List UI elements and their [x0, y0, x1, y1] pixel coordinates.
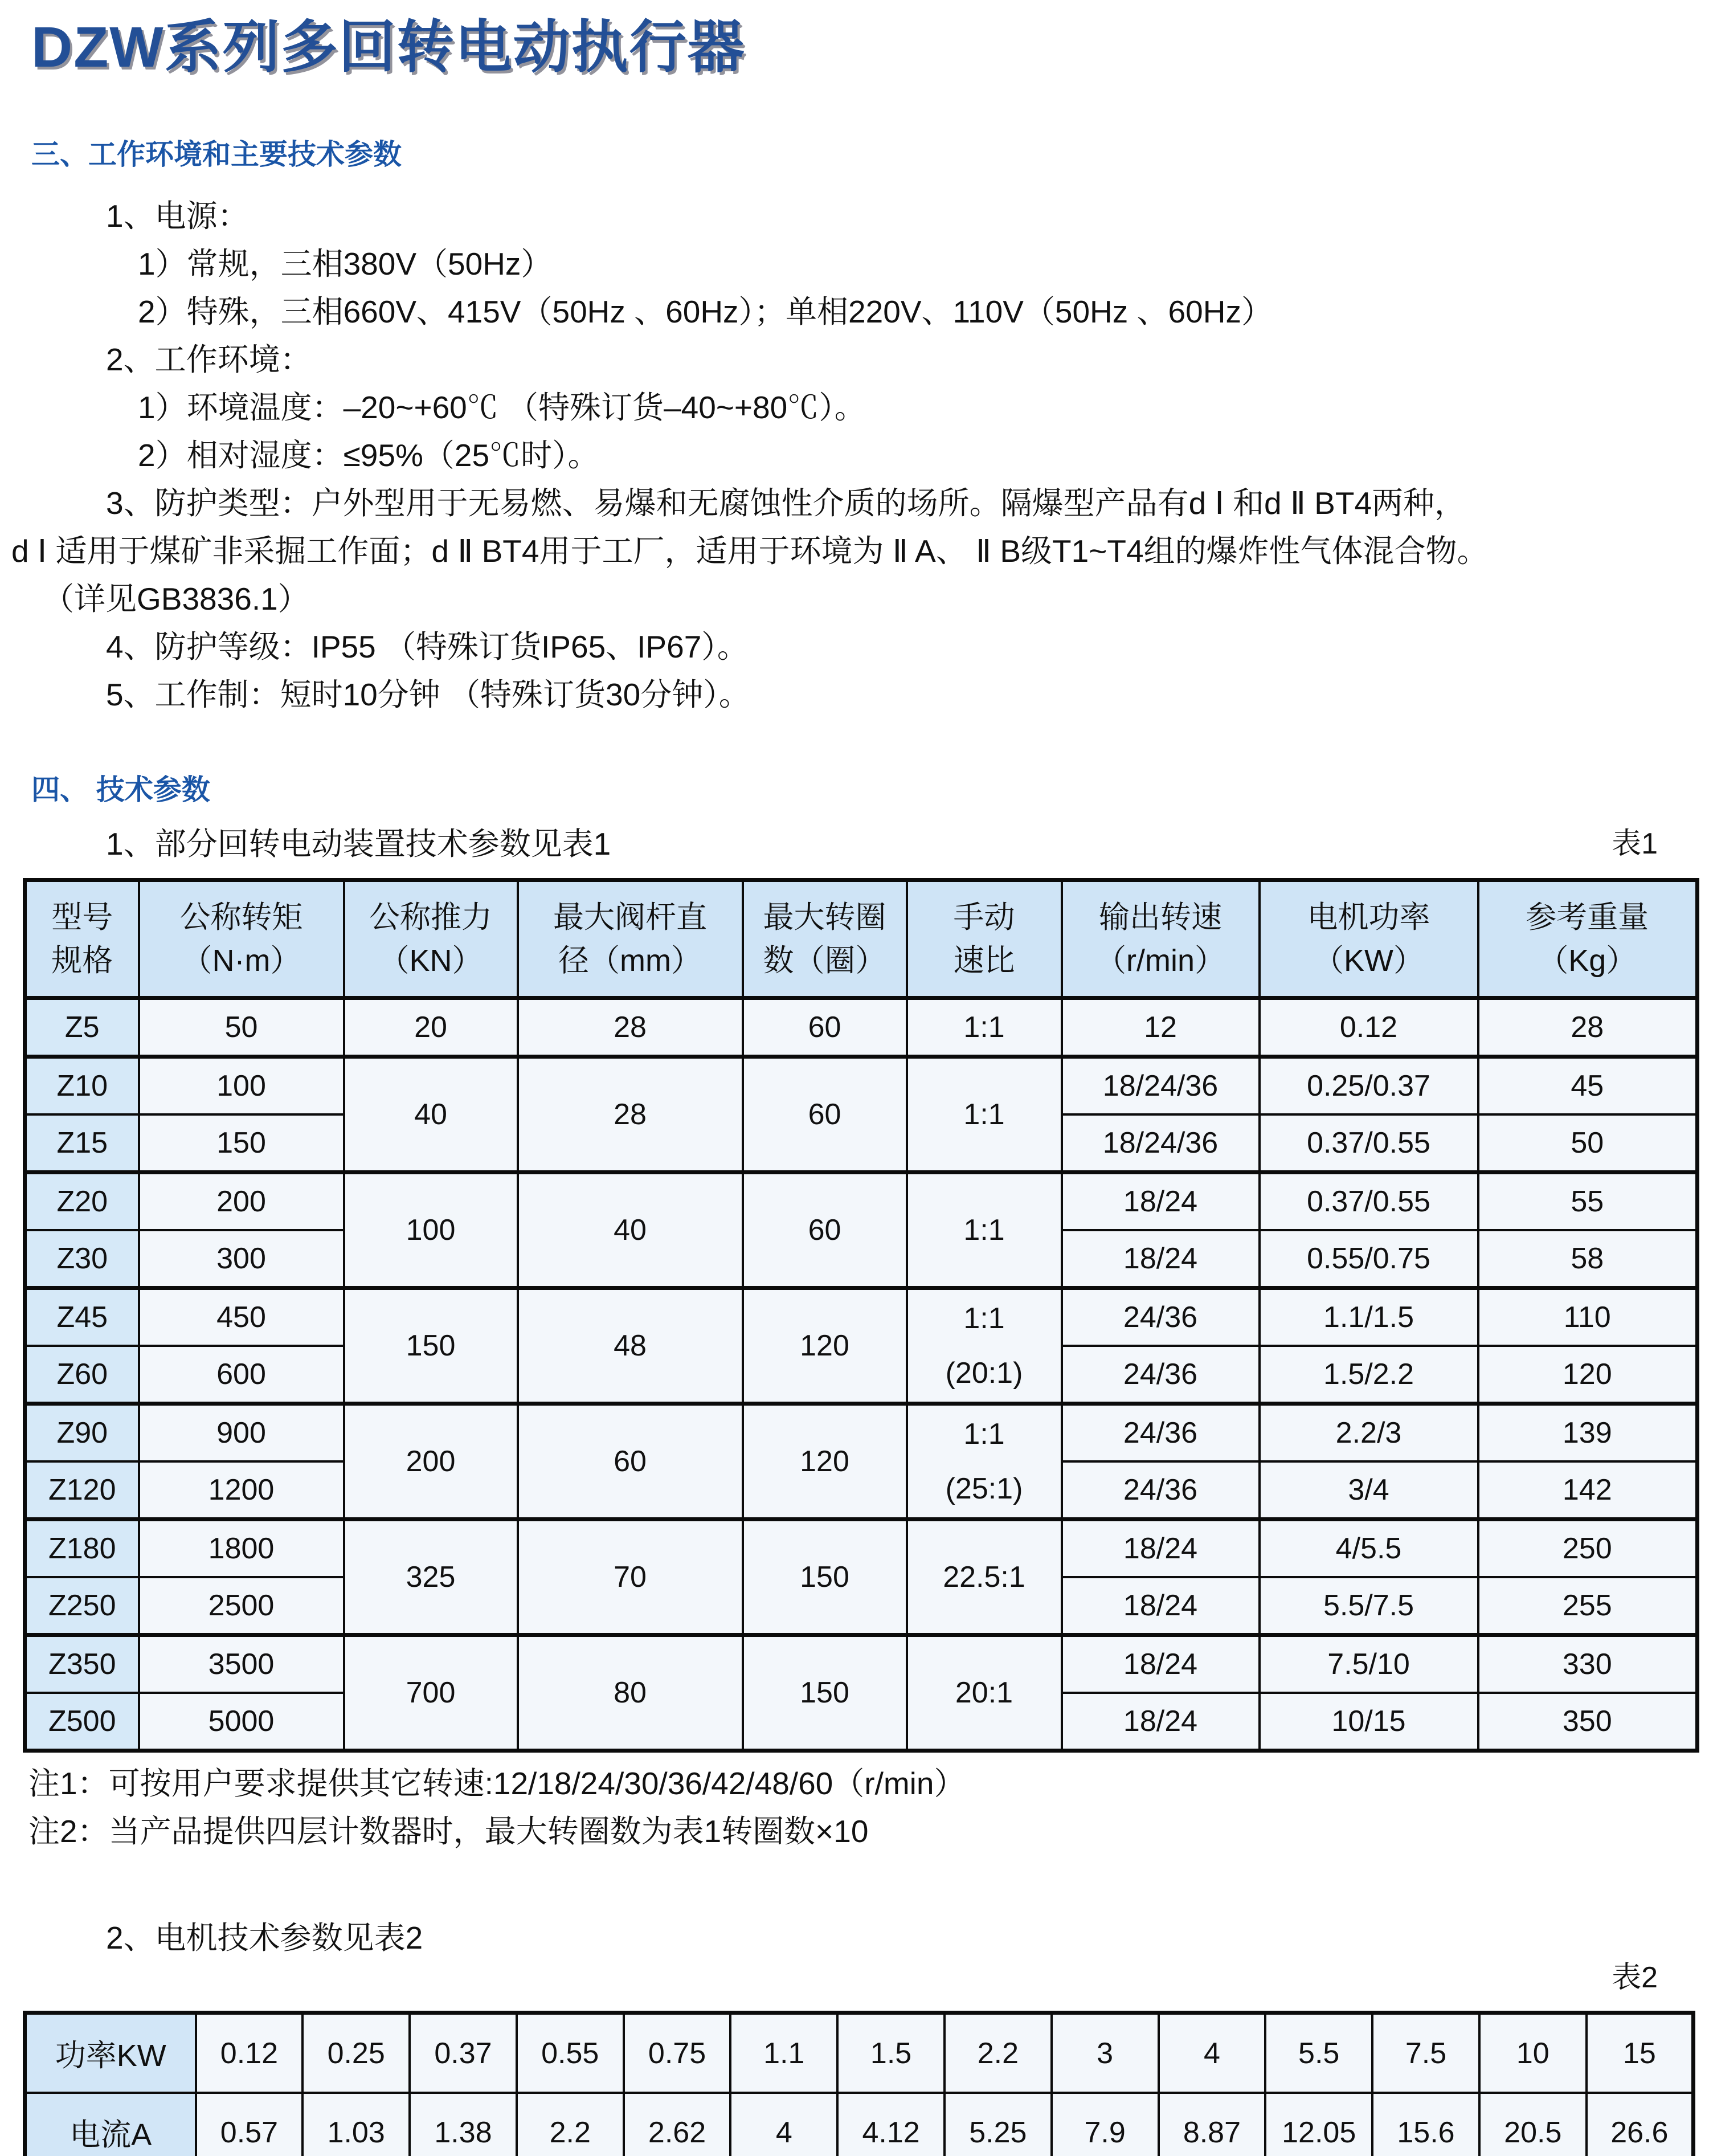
t1-header-cell [139, 880, 344, 998]
t2-cell: 7.5 [1372, 2013, 1479, 2093]
t1-cell: 18/24 [1062, 1635, 1260, 1693]
t1-cell: 24/36 [1062, 1461, 1260, 1520]
t1-cell: 18/24 [1062, 1577, 1260, 1635]
t2-cell: 2.2 [945, 2013, 1052, 2093]
t1-cell: 150 [139, 1114, 344, 1173]
table-row [25, 1173, 1698, 1231]
t2-cell: 5.25 [945, 2093, 1052, 2156]
t1-header-cell [344, 880, 518, 998]
t1-cell: 100 [344, 1173, 518, 1288]
body-line: 1、电源： [106, 198, 249, 234]
header-line: 径（mm） [558, 944, 702, 978]
t1-cell: 1.1/1.5 [1260, 1288, 1478, 1346]
t1-cell: 70 [518, 1520, 743, 1635]
t2-cell: 4.12 [837, 2093, 945, 2156]
t1-model-cell: Z10 [25, 1057, 139, 1115]
t1-header-cell [907, 880, 1062, 998]
t2-cell: 0.25 [302, 2013, 410, 2093]
body-line: 2）相对湿度：≤95%（25℃时）。 [138, 438, 599, 473]
t1-header-cell [518, 880, 743, 998]
t2-label-cell: 功率KW [25, 2013, 196, 2093]
t2-cell: 0.55 [517, 2013, 624, 2093]
t2-cell: 10 [1479, 2013, 1587, 2093]
t1-cell: 40 [344, 1057, 518, 1173]
t1-cell: 2500 [139, 1577, 344, 1635]
t1-cell: 18/24 [1062, 1520, 1260, 1578]
header-line: 输出转速 [1099, 900, 1222, 934]
t1-cell: 200 [139, 1173, 344, 1231]
t1-cell: 40 [518, 1173, 743, 1288]
t2-cell: 1.03 [302, 2093, 410, 2156]
t1-model-cell: Z250 [25, 1577, 139, 1635]
t1-cell: 0.55/0.75 [1260, 1230, 1478, 1288]
body-line: 1）常规，三相380V（50Hz） [138, 246, 553, 281]
t1-cell: 900 [139, 1404, 344, 1462]
header-line: 公称推力 [369, 900, 492, 934]
t1-cell: 5000 [139, 1693, 344, 1751]
header-line: 手动 [953, 900, 1015, 934]
t1-model-cell: Z500 [25, 1693, 139, 1751]
t1-cell: 7.5/10 [1260, 1635, 1478, 1693]
t2-cell: 15.6 [1372, 2093, 1479, 2156]
header-line: 最大阀杆直 [553, 900, 707, 934]
t1-cell: 10/15 [1260, 1693, 1478, 1751]
t2-cell: 12.05 [1265, 2093, 1372, 2156]
t1-cell: 28 [1478, 998, 1698, 1057]
t1-model-cell: Z15 [25, 1114, 139, 1173]
body-line: 4、防护等级：IP55 （特殊订货IP65、IP67）。 [106, 629, 749, 664]
table-row [25, 1288, 1698, 1346]
t1-cell: 24/36 [1062, 1404, 1260, 1462]
body-line: 3、防护类型：户外型用于无易燃、易爆和无腐蚀性介质的场所。隔爆型产品有d Ⅰ 和d Ⅱ BT4两种， [106, 485, 1466, 521]
table2-label: 表2 [1612, 1961, 1658, 1994]
t1-cell: 60 [743, 998, 907, 1057]
t1-cell: 120 [743, 1288, 907, 1404]
t1-cell: 330 [1478, 1635, 1698, 1693]
t1-header-cell [743, 880, 907, 998]
header-line: 电机功率 [1307, 900, 1430, 934]
table-row [25, 1057, 1698, 1115]
t1-cell: 3500 [139, 1635, 344, 1693]
t1-manual-ratio-cell [907, 1404, 1062, 1520]
t2-cell: 0.75 [624, 2013, 731, 2093]
t1-cell: 28 [518, 998, 743, 1057]
t1-cell: 24/36 [1062, 1346, 1260, 1404]
section-heading-working-environment: 三、工作环境和主要技术参数 [31, 138, 402, 170]
table1-intro: 1、部分回转电动装置技术参数见表1 [106, 826, 611, 861]
t1-cell: 1200 [139, 1461, 344, 1520]
t1-cell: 1:1 [907, 1057, 1062, 1173]
header-line: 数（圈） [763, 944, 886, 978]
body-line: 5、工作制：短时10分钟 （特殊订货30分钟）。 [106, 677, 750, 712]
body-line: d Ⅰ 适用于煤矿非采掘工作面；d Ⅱ BT4用于工厂，适用于环境为 Ⅱ A、 Ⅱ B级T1~T4组的爆炸性气体混合物。 [11, 533, 1489, 569]
t1-cell: 60 [743, 1173, 907, 1288]
header-line: （N·m） [181, 944, 301, 978]
body-line: 1）环境温度：–20~+60℃ （特殊订货–40~+80℃）。 [138, 390, 866, 425]
table-row [25, 2013, 1694, 2093]
t1-cell: 139 [1478, 1404, 1698, 1462]
t1-manual-ratio-cell [907, 1288, 1062, 1404]
t1-cell: 48 [518, 1288, 743, 1404]
t1-cell: 450 [139, 1288, 344, 1346]
t1-cell: 300 [139, 1230, 344, 1288]
table1-actuator-parameters [23, 878, 1699, 1753]
t1-cell: 150 [743, 1520, 907, 1635]
t1-cell: 250 [1478, 1520, 1698, 1578]
t1-header-cell [25, 880, 139, 998]
t1-cell: 55 [1478, 1173, 1698, 1231]
header-line: 参考重量 [1526, 900, 1649, 934]
t2-cell: 1.38 [410, 2093, 517, 2156]
t1-cell: 3/4 [1260, 1461, 1478, 1520]
t1-cell: 350 [1478, 1693, 1698, 1751]
table-row [25, 1635, 1698, 1693]
table2-intro: 2、电机技术参数见表2 [106, 1920, 423, 1955]
t1-cell: 200 [344, 1404, 518, 1520]
t1-cell: 700 [344, 1635, 518, 1751]
t1-model-cell: Z30 [25, 1230, 139, 1288]
t1-model-cell: Z20 [25, 1173, 139, 1231]
header-line: 型号 [51, 900, 113, 934]
t1-cell: 0.37/0.55 [1260, 1114, 1478, 1173]
t2-cell: 15 [1587, 2013, 1694, 2093]
t1-cell: 1:1 [907, 998, 1062, 1057]
t1-manual-ratio-cell: 20:1 [907, 1635, 1062, 1751]
table1-intro-row [0, 827, 1709, 861]
header-line: （KW） [1313, 944, 1424, 978]
page-title: DZW系列多回转电动执行器 [31, 15, 746, 79]
t1-header-cell [1260, 880, 1478, 998]
t1-model-cell: Z60 [25, 1346, 139, 1404]
t1-cell: 50 [1478, 1114, 1698, 1173]
table-row [25, 998, 1698, 1057]
header-line: （Kg） [1538, 944, 1637, 978]
table-row [25, 1404, 1698, 1462]
header-line: 公称转矩 [179, 900, 303, 934]
note-2: 注2：当产品提供四层计数器时，最大转圈数为表1转圈数×10 [28, 1814, 869, 1849]
table1-notes [0, 1759, 1709, 1855]
t2-cell: 3 [1052, 2013, 1159, 2093]
note-1: 注1：可按用户要求提供其它转速:12/18/24/30/36/42/48/60（r/min） [28, 1766, 966, 1801]
section-heading-technical-parameters: 四、 技术参数 [31, 774, 210, 806]
t1-header-cell [1478, 880, 1698, 998]
t1-cell: 28 [518, 1057, 743, 1173]
t1-cell: 100 [139, 1057, 344, 1115]
t2-cell: 7.9 [1052, 2093, 1159, 2156]
t1-cell: 110 [1478, 1288, 1698, 1346]
t1-cell: 142 [1478, 1461, 1698, 1520]
t1-cell: 120 [1478, 1346, 1698, 1404]
t1-cell: 325 [344, 1520, 518, 1635]
t1-cell: 255 [1478, 1577, 1698, 1635]
t1-cell: 150 [344, 1288, 518, 1404]
table2-label-row [0, 1961, 1709, 1995]
t1-cell: 1800 [139, 1520, 344, 1578]
t1-cell: 45 [1478, 1057, 1698, 1115]
t2-cell: 1.5 [837, 2013, 945, 2093]
table1-label: 表1 [1612, 827, 1658, 860]
ratio-line: (20:1) [945, 1357, 1023, 1390]
t1-cell: 0.12 [1260, 998, 1478, 1057]
t1-header-cell [1062, 880, 1260, 998]
t1-cell: 80 [518, 1635, 743, 1751]
t1-model-cell: Z5 [25, 998, 139, 1057]
t1-cell: 12 [1062, 998, 1260, 1057]
t1-cell: 18/24 [1062, 1230, 1260, 1288]
t1-model-cell: Z90 [25, 1404, 139, 1462]
t1-cell: 4/5.5 [1260, 1520, 1478, 1578]
t1-cell: 18/24/36 [1062, 1114, 1260, 1173]
t2-cell: 1.1 [730, 2013, 837, 2093]
table-row [25, 2093, 1694, 2156]
t1-cell: 60 [518, 1404, 743, 1520]
t2-cell: 4 [730, 2093, 837, 2156]
t2-cell: 26.6 [1587, 2093, 1694, 2156]
t2-cell: 2.2 [517, 2093, 624, 2156]
t1-cell: 150 [743, 1635, 907, 1751]
t1-cell: 24/36 [1062, 1288, 1260, 1346]
t2-cell: 0.12 [196, 2013, 303, 2093]
body-line: （详见GB3836.1） [43, 581, 309, 616]
t1-cell: 5.5/7.5 [1260, 1577, 1478, 1635]
t1-cell: 18/24/36 [1062, 1057, 1260, 1115]
t1-cell: 1:1 [907, 1173, 1062, 1288]
t1-cell: 60 [743, 1057, 907, 1173]
t1-cell: 1.5/2.2 [1260, 1346, 1478, 1404]
ratio-line: 1:1 [963, 1302, 1005, 1335]
t2-cell: 4 [1159, 2013, 1266, 2093]
t1-cell: 20 [344, 998, 518, 1057]
header-line: 速比 [953, 944, 1015, 978]
t1-cell: 50 [139, 998, 344, 1057]
header-line: 最大转圈 [763, 900, 886, 934]
t1-model-cell: Z350 [25, 1635, 139, 1693]
ratio-line: 1:1 [963, 1418, 1005, 1451]
body-text-block [0, 192, 1709, 718]
t1-manual-ratio-cell: 22.5:1 [907, 1520, 1062, 1635]
t1-cell: 120 [743, 1404, 907, 1520]
ratio-line: (25:1) [945, 1472, 1023, 1505]
t2-cell: 8.87 [1159, 2093, 1266, 2156]
t2-cell: 5.5 [1265, 2013, 1372, 2093]
t1-model-cell: Z120 [25, 1461, 139, 1520]
t1-cell: 0.25/0.37 [1260, 1057, 1478, 1115]
t1-cell: 18/24 [1062, 1693, 1260, 1751]
table1-header-row [25, 880, 1698, 998]
t2-cell: 0.37 [410, 2013, 517, 2093]
body-line: 2）特殊，三相660V、415V（50Hz 、60Hz）；单相220V、110V（50Hz 、60Hz） [138, 294, 1273, 329]
header-line: 规格 [51, 944, 113, 978]
t1-model-cell: Z180 [25, 1520, 139, 1578]
header-line: （r/min） [1095, 944, 1225, 978]
t1-cell: 58 [1478, 1230, 1698, 1288]
t1-cell: 600 [139, 1346, 344, 1404]
t1-cell: 18/24 [1062, 1173, 1260, 1231]
t2-cell: 0.57 [196, 2093, 303, 2156]
t2-cell: 2.62 [624, 2093, 731, 2156]
table2-motor-parameters [23, 2011, 1695, 2156]
t2-cell: 20.5 [1479, 2093, 1587, 2156]
t2-label-cell: 电流A [25, 2093, 196, 2156]
t1-cell: 0.37/0.55 [1260, 1173, 1478, 1231]
body-line: 2、工作环境： [106, 342, 312, 377]
header-line: （KN） [378, 944, 483, 978]
t1-cell: 2.2/3 [1260, 1404, 1478, 1462]
table-row [25, 1520, 1698, 1578]
t1-model-cell: Z45 [25, 1288, 139, 1346]
